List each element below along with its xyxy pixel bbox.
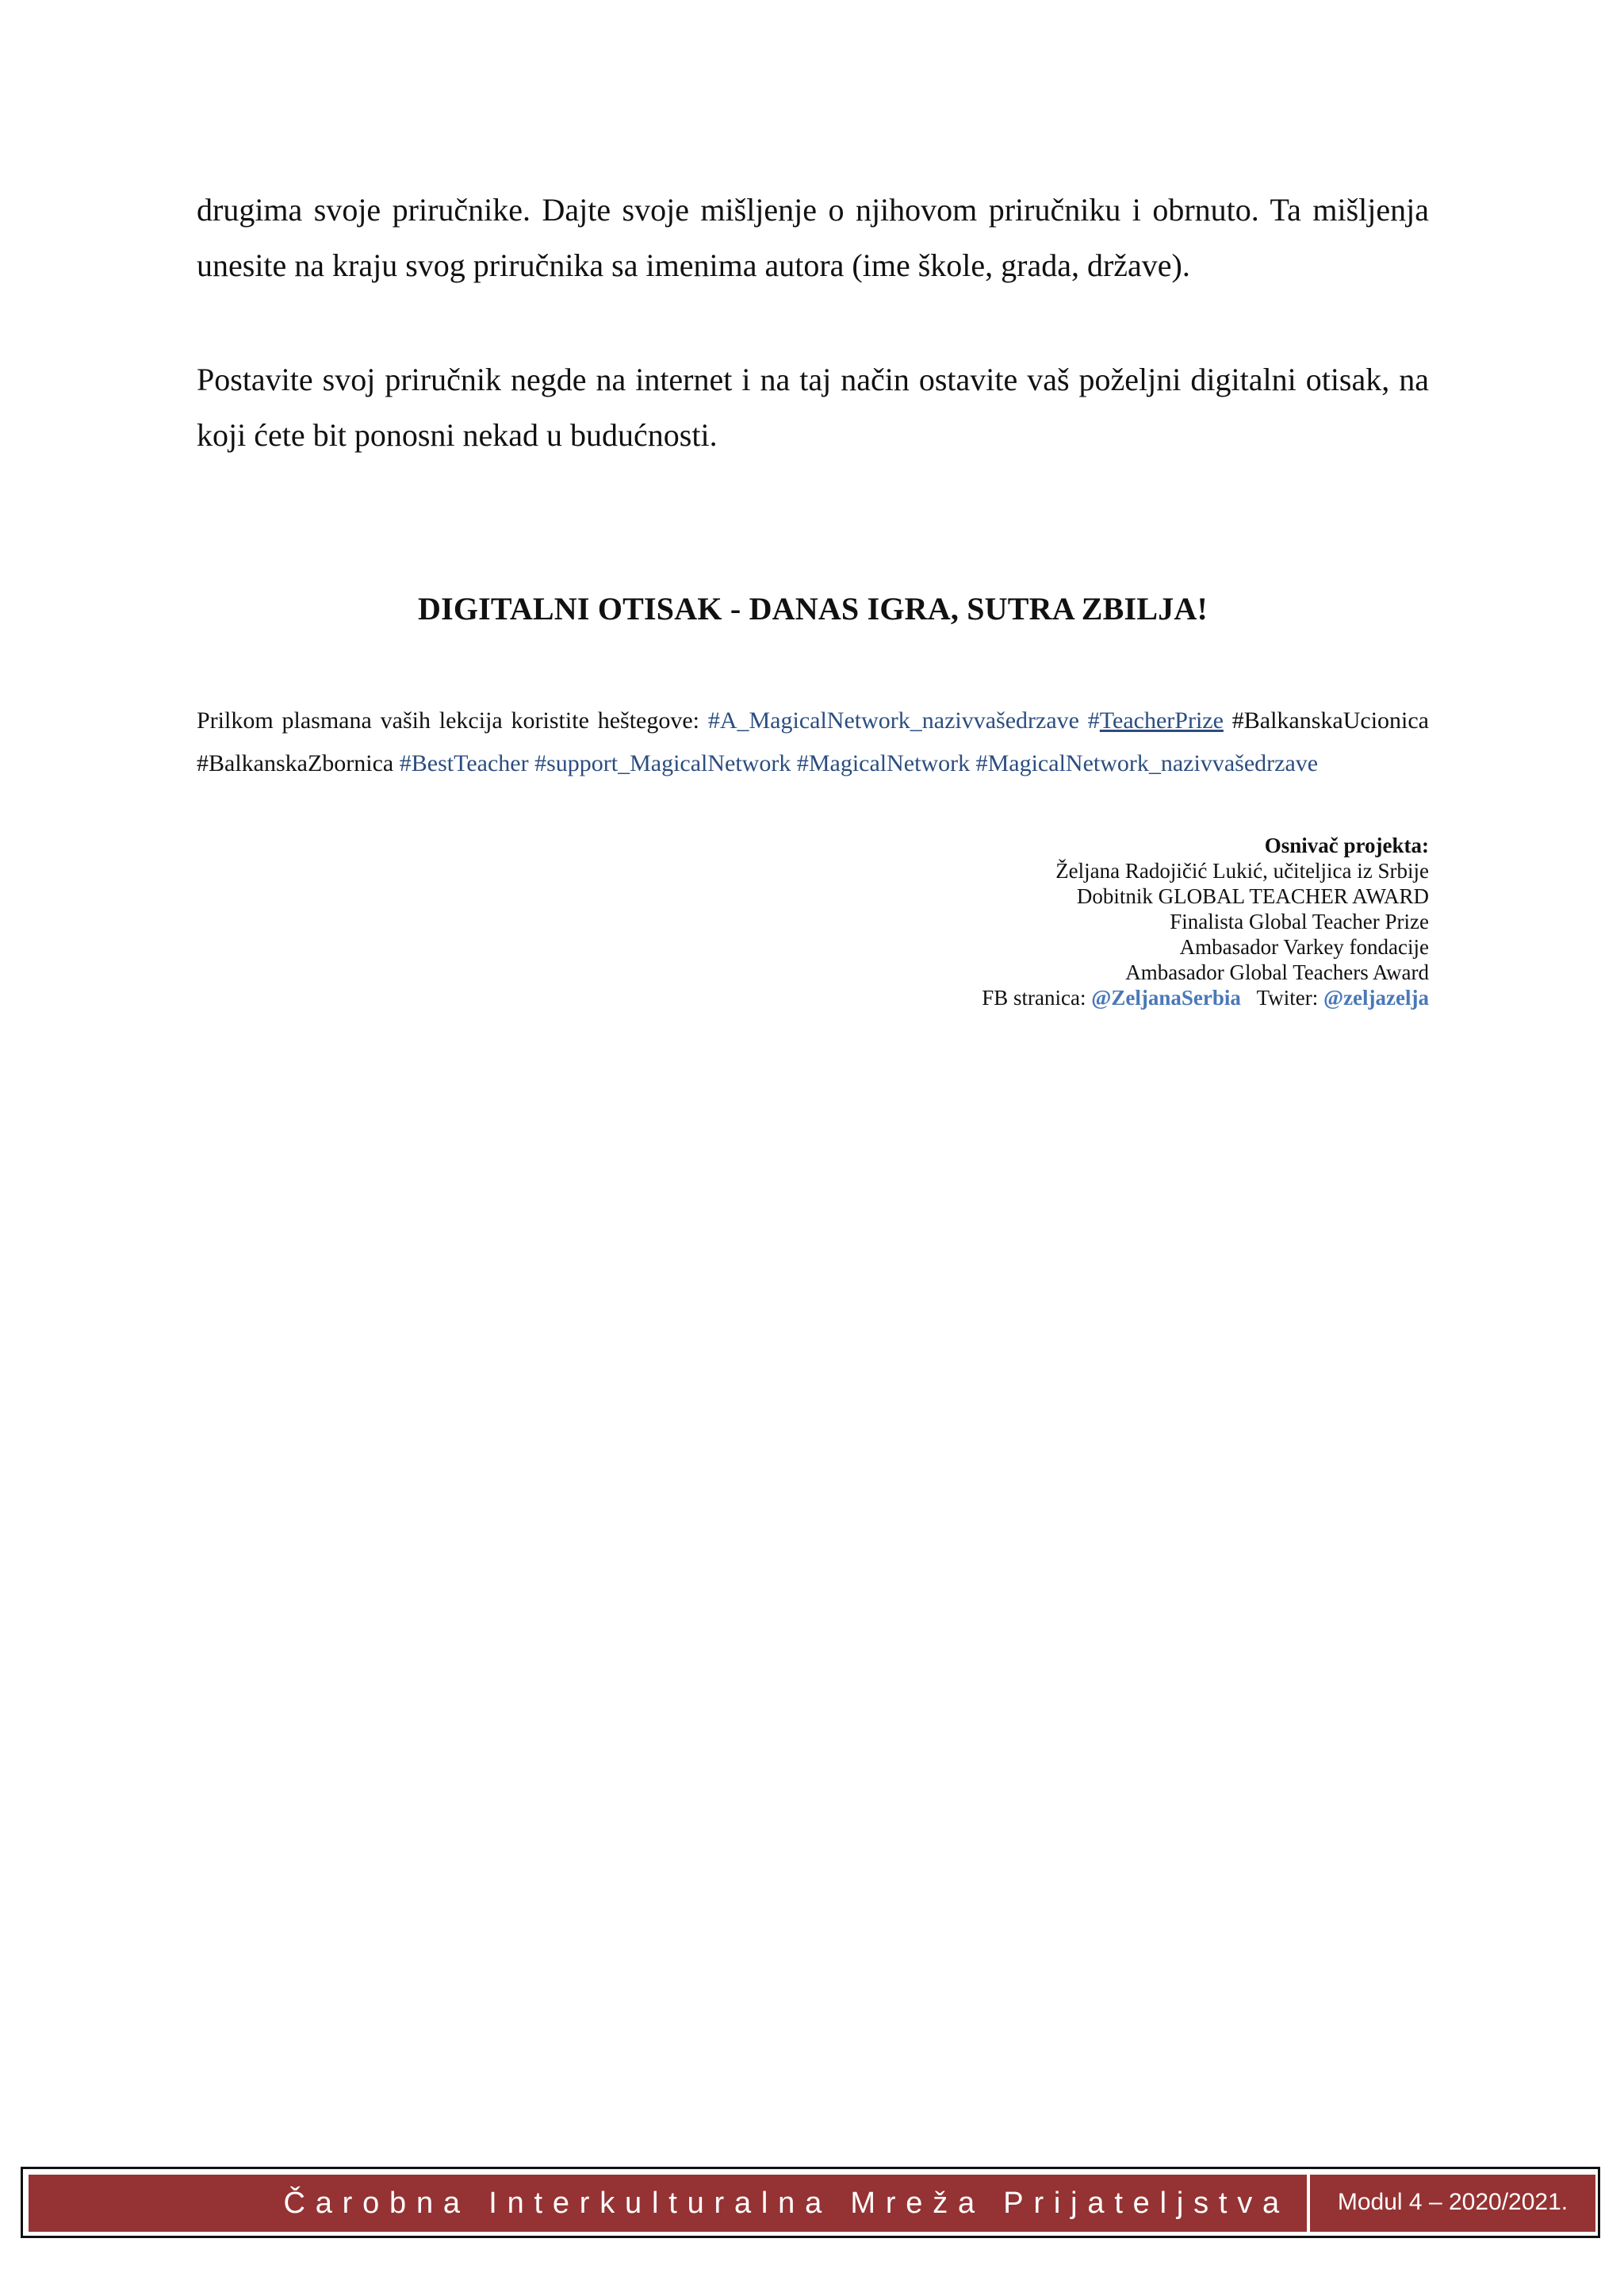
footer-module: Modul 4 – 2020/2021. [1337,2189,1568,2215]
twitter-label: Twiter: [1256,986,1319,1010]
body-paragraph-1: drugima svoje priručnike. Dajte svoje mišljenje o njihovom priručniku i obrnuto. Ta mišljenja unesite na kraju svog priručnika sa imenima autora (ime škole, grada, države). [197,192,1429,283]
hashtag-paragraph [197,700,1429,785]
founder-ambassador-gta: Ambasador Global Teachers Award [1125,960,1429,984]
hashtag-bestteacher: #BestTeacher [399,750,529,776]
founder-finalist: Finalista Global Teacher Prize [1170,910,1429,933]
hashtag-teacherprize [1088,707,1224,734]
hashtag-a-magicalnetwork: #A_MagicalNetwork_nazivvašedrzave [707,707,1079,734]
twitter-handle-link[interactable]: @zeljazelja [1323,986,1429,1010]
hashtag-teacherprize-hash: # [1087,707,1100,734]
hashtag-magicalnetwork-country: #MagicalNetwork_nazivvašedrzave [975,750,1319,776]
founder-ambassador-varkey: Ambasador Varkey fondacije [1179,935,1429,959]
founder-award: Dobitnik GLOBAL TEACHER AWARD [1076,884,1429,908]
founder-social [715,985,1429,1010]
hashtag-balkanskaucionica: #BalkanskaUcionica [1231,707,1429,734]
hashtag-intro: Prilkom plasmana vaših lekcija koristite heštegove: [197,707,699,734]
fb-label: FB stranica: [982,986,1086,1010]
hashtag-support-magicalnetwork: #support_MagicalNetwork [534,750,791,776]
section-heading: DIGITALNI OTISAK - DANAS IGRA, SUTRA ZBILJA! [417,591,1208,627]
hashtag-teacherprize-link[interactable]: TeacherPrize [1099,707,1224,734]
founder-name: Željana Radojičić Lukić, učiteljica iz Srbije [1055,859,1429,883]
body-content [197,182,1429,463]
hashtag-magicalnetwork: #MagicalNetwork [796,750,971,776]
footer-title-bar [29,2175,1307,2232]
hashtag-balkanskazbornica: #BalkanskaZbornica [197,750,394,776]
founder-block [715,833,1429,1010]
footer-module-bar [1310,2175,1595,2232]
fb-handle-link[interactable]: @ZeljanaSerbia [1091,986,1241,1010]
body-paragraph-2: Postavite svoj priručnik negde na internet i na taj način ostavite vaš poželjni digitalni otisak, na koji ćete bit ponosni nekad u budućnosti. [197,362,1429,453]
founder-title: Osnivač projekta: [1264,834,1429,857]
footer-title: Čarobna Interkulturalna Mreža Prijateljstva [283,2186,1289,2220]
